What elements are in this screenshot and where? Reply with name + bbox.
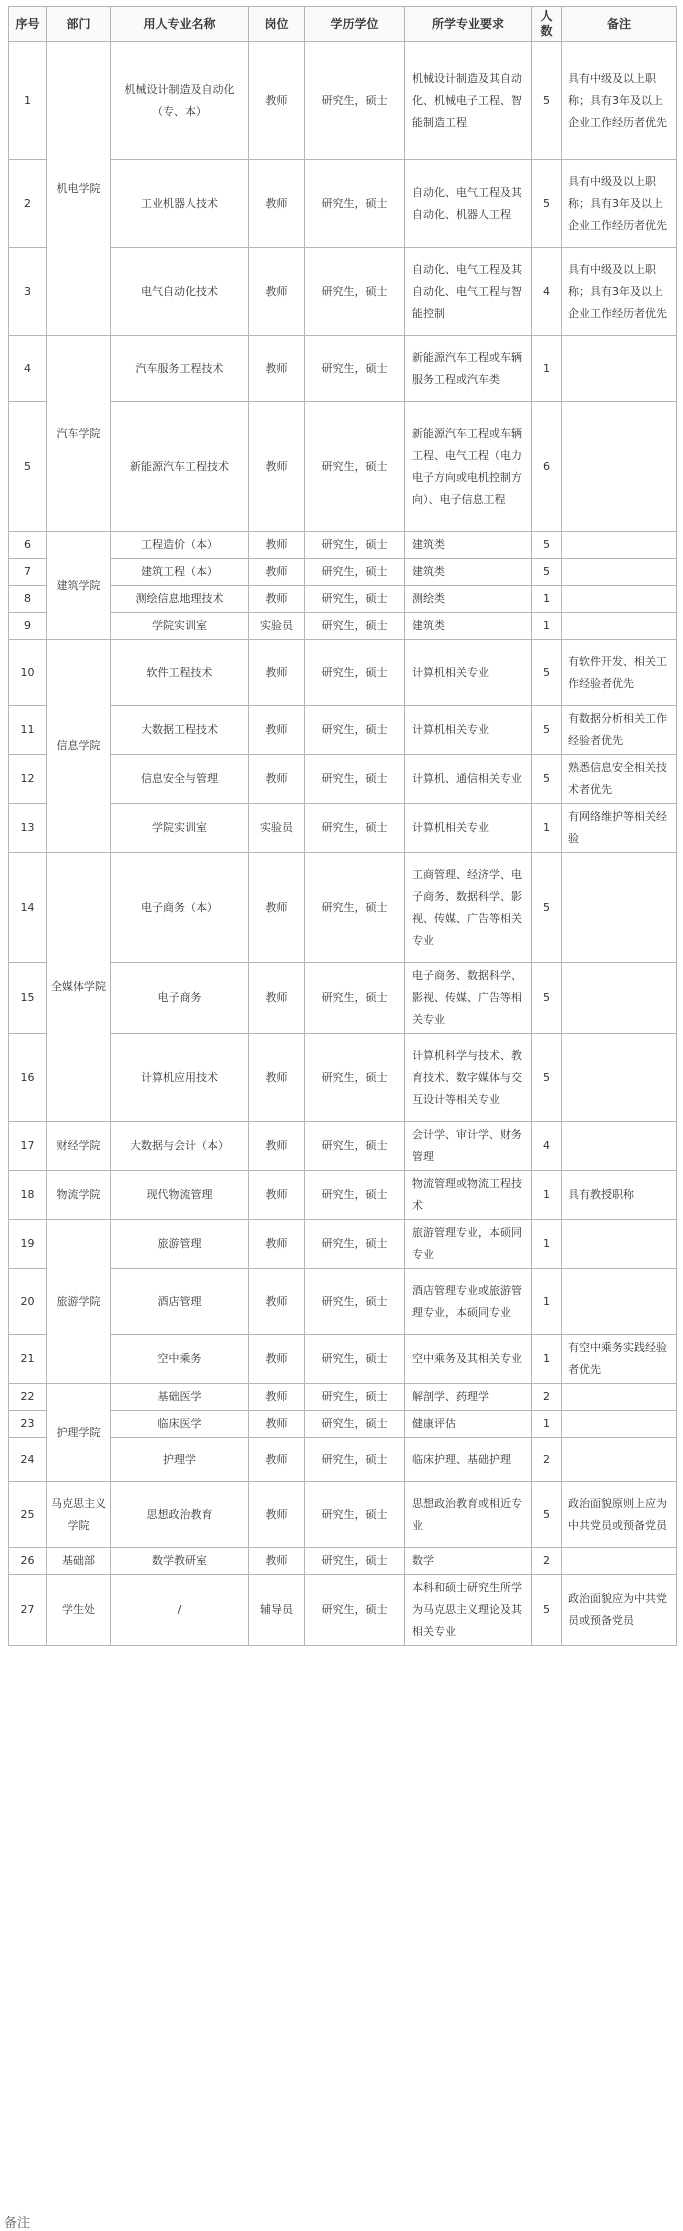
education: 研究生，硕士 bbox=[305, 755, 405, 804]
education: 研究生，硕士 bbox=[305, 1269, 405, 1335]
major-name: 电子商务（本） bbox=[111, 853, 249, 963]
remark: 具有中级及以上职称；具有3年及以上企业工作经历者优先 bbox=[562, 248, 677, 336]
remark bbox=[562, 1411, 677, 1438]
education: 研究生，硕士 bbox=[305, 853, 405, 963]
education: 研究生，硕士 bbox=[305, 586, 405, 613]
post: 教师 bbox=[249, 1034, 305, 1122]
headcount: 1 bbox=[532, 804, 562, 853]
row-no: 20 bbox=[9, 1269, 47, 1335]
post: 教师 bbox=[249, 1384, 305, 1411]
remark bbox=[562, 1269, 677, 1335]
header-department: 部门 bbox=[47, 7, 111, 42]
major-name: 数学教研室 bbox=[111, 1548, 249, 1575]
major-requirement: 计算机相关专业 bbox=[405, 706, 532, 755]
major-requirement: 计算机科学与技术、教育技术、数字媒体与交互设计等相关专业 bbox=[405, 1034, 532, 1122]
post: 教师 bbox=[249, 1548, 305, 1575]
major-requirement: 机械设计制造及其自动化、机械电子工程、智能制造工程 bbox=[405, 42, 532, 160]
education: 研究生，硕士 bbox=[305, 1122, 405, 1171]
major-requirement: 物流管理或物流工程技术 bbox=[405, 1171, 532, 1220]
department-cell: 基础部 bbox=[47, 1548, 111, 1575]
row-no: 6 bbox=[9, 532, 47, 559]
education: 研究生，硕士 bbox=[305, 1171, 405, 1220]
table-row bbox=[9, 42, 677, 160]
post: 实验员 bbox=[249, 613, 305, 640]
headcount: 2 bbox=[532, 1384, 562, 1411]
row-no: 3 bbox=[9, 248, 47, 336]
headcount: 1 bbox=[532, 1269, 562, 1335]
major-name: 测绘信息地理技术 bbox=[111, 586, 249, 613]
headcount: 4 bbox=[532, 248, 562, 336]
row-no: 8 bbox=[9, 586, 47, 613]
post: 教师 bbox=[249, 1411, 305, 1438]
row-no: 15 bbox=[9, 963, 47, 1034]
remark: 政治面貌原则上应为中共党员或预备党员 bbox=[562, 1482, 677, 1548]
major-requirement: 计算机相关专业 bbox=[405, 804, 532, 853]
major-name: 大数据工程技术 bbox=[111, 706, 249, 755]
department-cell: 马克思主义学院 bbox=[47, 1482, 111, 1548]
headcount: 1 bbox=[532, 1171, 562, 1220]
remark bbox=[562, 1034, 677, 1122]
headcount: 1 bbox=[532, 336, 562, 402]
header-post: 岗位 bbox=[249, 7, 305, 42]
major-name: 新能源汽车工程技术 bbox=[111, 402, 249, 532]
row-no: 5 bbox=[9, 402, 47, 532]
post: 教师 bbox=[249, 248, 305, 336]
headcount: 1 bbox=[532, 1411, 562, 1438]
major-requirement: 解剖学、药理学 bbox=[405, 1384, 532, 1411]
major-name: 工业机器人技术 bbox=[111, 160, 249, 248]
education: 研究生，硕士 bbox=[305, 963, 405, 1034]
department-cell: 护理学院 bbox=[47, 1384, 111, 1482]
post: 教师 bbox=[249, 336, 305, 402]
major-requirement: 测绘类 bbox=[405, 586, 532, 613]
remark bbox=[562, 1122, 677, 1171]
post: 教师 bbox=[249, 1482, 305, 1548]
remark bbox=[562, 853, 677, 963]
headcount: 6 bbox=[532, 402, 562, 532]
footer-note: 备注 bbox=[4, 2216, 31, 2231]
department-cell: 旅游学院 bbox=[47, 1220, 111, 1384]
major-requirement: 计算机、通信相关专业 bbox=[405, 755, 532, 804]
headcount: 5 bbox=[532, 1034, 562, 1122]
headcount: 5 bbox=[532, 1482, 562, 1548]
remark bbox=[562, 1548, 677, 1575]
headcount: 5 bbox=[532, 706, 562, 755]
post: 实验员 bbox=[249, 804, 305, 853]
major-requirement: 空中乘务及其相关专业 bbox=[405, 1335, 532, 1384]
major-requirement: 新能源汽车工程或车辆服务工程或汽车类 bbox=[405, 336, 532, 402]
headcount: 5 bbox=[532, 559, 562, 586]
major-name: 电气自动化技术 bbox=[111, 248, 249, 336]
major-requirement: 建筑类 bbox=[405, 613, 532, 640]
major-name: 计算机应用技术 bbox=[111, 1034, 249, 1122]
post: 教师 bbox=[249, 559, 305, 586]
header-no: 序号 bbox=[9, 7, 47, 42]
header-note: 备注 bbox=[562, 7, 677, 42]
department-cell: 学生处 bbox=[47, 1575, 111, 1646]
row-no: 7 bbox=[9, 559, 47, 586]
education: 研究生，硕士 bbox=[305, 613, 405, 640]
major-requirement: 本科和硕士研究生所学为马克思主义理论及其相关专业 bbox=[405, 1575, 532, 1646]
education: 研究生，硕士 bbox=[305, 1384, 405, 1411]
row-no: 21 bbox=[9, 1335, 47, 1384]
remark: 具有中级及以上职称；具有3年及以上企业工作经历者优先 bbox=[562, 42, 677, 160]
post: 教师 bbox=[249, 755, 305, 804]
table-row bbox=[9, 1575, 677, 1646]
education: 研究生，硕士 bbox=[305, 640, 405, 706]
education: 研究生，硕士 bbox=[305, 336, 405, 402]
headcount: 4 bbox=[532, 1122, 562, 1171]
education: 研究生，硕士 bbox=[305, 402, 405, 532]
row-no: 19 bbox=[9, 1220, 47, 1269]
major-name: 建筑工程（本） bbox=[111, 559, 249, 586]
row-no: 13 bbox=[9, 804, 47, 853]
remark bbox=[562, 402, 677, 532]
header-count: 人数 bbox=[532, 7, 562, 42]
row-no: 26 bbox=[9, 1548, 47, 1575]
recruitment-table bbox=[8, 6, 677, 1646]
row-no: 4 bbox=[9, 336, 47, 402]
headcount: 5 bbox=[532, 755, 562, 804]
table-row bbox=[9, 1220, 677, 1269]
row-no: 25 bbox=[9, 1482, 47, 1548]
remark bbox=[562, 613, 677, 640]
remark: 有软件开发、相关工作经验者优先 bbox=[562, 640, 677, 706]
education: 研究生，硕士 bbox=[305, 1438, 405, 1482]
post: 教师 bbox=[249, 640, 305, 706]
remark bbox=[562, 1220, 677, 1269]
education: 研究生，硕士 bbox=[305, 706, 405, 755]
row-no: 23 bbox=[9, 1411, 47, 1438]
row-no: 22 bbox=[9, 1384, 47, 1411]
row-no: 18 bbox=[9, 1171, 47, 1220]
row-no: 17 bbox=[9, 1122, 47, 1171]
education: 研究生，硕士 bbox=[305, 1335, 405, 1384]
headcount: 5 bbox=[532, 42, 562, 160]
major-name: 电子商务 bbox=[111, 963, 249, 1034]
major-name: 软件工程技术 bbox=[111, 640, 249, 706]
major-name: 现代物流管理 bbox=[111, 1171, 249, 1220]
headcount: 1 bbox=[532, 1335, 562, 1384]
major-requirement: 酒店管理专业或旅游管理专业，本硕同专业 bbox=[405, 1269, 532, 1335]
post: 教师 bbox=[249, 1171, 305, 1220]
row-no: 10 bbox=[9, 640, 47, 706]
remark: 具有教授职称 bbox=[562, 1171, 677, 1220]
row-no: 11 bbox=[9, 706, 47, 755]
major-requirement: 建筑类 bbox=[405, 532, 532, 559]
major-name: 思想政治教育 bbox=[111, 1482, 249, 1548]
header-requirement: 所学专业要求 bbox=[405, 7, 532, 42]
major-requirement: 数学 bbox=[405, 1548, 532, 1575]
post: 教师 bbox=[249, 1438, 305, 1482]
headcount: 5 bbox=[532, 160, 562, 248]
post: 教师 bbox=[249, 586, 305, 613]
major-name: 大数据与会计（本） bbox=[111, 1122, 249, 1171]
major-requirement: 旅游管理专业，本硕同专业 bbox=[405, 1220, 532, 1269]
remark: 有网络维护等相关经验 bbox=[562, 804, 677, 853]
remark bbox=[562, 559, 677, 586]
major-requirement: 会计学、审计学、财务管理 bbox=[405, 1122, 532, 1171]
major-requirement: 自动化、电气工程及其自动化、电气工程与智能控制 bbox=[405, 248, 532, 336]
headcount: 5 bbox=[532, 640, 562, 706]
row-no: 14 bbox=[9, 853, 47, 963]
major-name: 机械设计制造及自动化（专、本） bbox=[111, 42, 249, 160]
department-cell: 全媒体学院 bbox=[47, 853, 111, 1122]
education: 研究生，硕士 bbox=[305, 1482, 405, 1548]
post: 教师 bbox=[249, 42, 305, 160]
remark: 有空中乘务实践经验者优先 bbox=[562, 1335, 677, 1384]
post: 教师 bbox=[249, 706, 305, 755]
table-row bbox=[9, 853, 677, 963]
education: 研究生，硕士 bbox=[305, 1034, 405, 1122]
remark: 有数据分析相关工作经验者优先 bbox=[562, 706, 677, 755]
major-name: 学院实训室 bbox=[111, 613, 249, 640]
row-no: 1 bbox=[9, 42, 47, 160]
headcount: 5 bbox=[532, 963, 562, 1034]
major-name: 临床医学 bbox=[111, 1411, 249, 1438]
education: 研究生，硕士 bbox=[305, 1575, 405, 1646]
post: 教师 bbox=[249, 1335, 305, 1384]
remark bbox=[562, 586, 677, 613]
major-name: 基础医学 bbox=[111, 1384, 249, 1411]
table-row bbox=[9, 1384, 677, 1411]
table-row bbox=[9, 1548, 677, 1575]
row-no: 2 bbox=[9, 160, 47, 248]
headcount: 1 bbox=[532, 586, 562, 613]
major-requirement: 计算机相关专业 bbox=[405, 640, 532, 706]
education: 研究生，硕士 bbox=[305, 1548, 405, 1575]
row-no: 24 bbox=[9, 1438, 47, 1482]
education: 研究生，硕士 bbox=[305, 1411, 405, 1438]
row-no: 27 bbox=[9, 1575, 47, 1646]
table-header-row bbox=[9, 7, 677, 42]
education: 研究生，硕士 bbox=[305, 248, 405, 336]
major-requirement: 电子商务、数据科学、影视、传媒、广告等相关专业 bbox=[405, 963, 532, 1034]
department-cell: 物流学院 bbox=[47, 1171, 111, 1220]
post: 教师 bbox=[249, 402, 305, 532]
major-name: 酒店管理 bbox=[111, 1269, 249, 1335]
row-no: 16 bbox=[9, 1034, 47, 1122]
remark bbox=[562, 532, 677, 559]
remark bbox=[562, 336, 677, 402]
major-name: 信息安全与管理 bbox=[111, 755, 249, 804]
major-name: 护理学 bbox=[111, 1438, 249, 1482]
remark bbox=[562, 963, 677, 1034]
major-requirement: 工商管理、经济学、电子商务、数据科学、影视、传媒、广告等相关专业 bbox=[405, 853, 532, 963]
post: 教师 bbox=[249, 1122, 305, 1171]
post: 辅导员 bbox=[249, 1575, 305, 1646]
major-requirement: 健康评估 bbox=[405, 1411, 532, 1438]
education: 研究生，硕士 bbox=[305, 532, 405, 559]
post: 教师 bbox=[249, 1220, 305, 1269]
education: 研究生，硕士 bbox=[305, 559, 405, 586]
major-requirement: 新能源汽车工程或车辆工程、电气工程（电力电子方向或电机控制方向）、电子信息工程 bbox=[405, 402, 532, 532]
post: 教师 bbox=[249, 1269, 305, 1335]
major-name: 学院实训室 bbox=[111, 804, 249, 853]
major-requirement: 自动化、电气工程及其自动化、机器人工程 bbox=[405, 160, 532, 248]
major-requirement: 临床护理、基础护理 bbox=[405, 1438, 532, 1482]
education: 研究生，硕士 bbox=[305, 804, 405, 853]
post: 教师 bbox=[249, 853, 305, 963]
major-name: 工程造价（本） bbox=[111, 532, 249, 559]
education: 研究生，硕士 bbox=[305, 160, 405, 248]
table-row bbox=[9, 1171, 677, 1220]
post: 教师 bbox=[249, 532, 305, 559]
remark bbox=[562, 1384, 677, 1411]
major-name: 空中乘务 bbox=[111, 1335, 249, 1384]
post: 教师 bbox=[249, 160, 305, 248]
header-education: 学历学位 bbox=[305, 7, 405, 42]
major-requirement: 建筑类 bbox=[405, 559, 532, 586]
department-cell: 汽车学院 bbox=[47, 336, 111, 532]
header-major: 用人专业名称 bbox=[111, 7, 249, 42]
education: 研究生，硕士 bbox=[305, 1220, 405, 1269]
department-cell: 信息学院 bbox=[47, 640, 111, 853]
table-row bbox=[9, 1122, 677, 1171]
headcount: 5 bbox=[532, 1575, 562, 1646]
headcount: 1 bbox=[532, 613, 562, 640]
table-body bbox=[9, 42, 677, 1646]
remark: 具有中级及以上职称；具有3年及以上企业工作经历者优先 bbox=[562, 160, 677, 248]
department-cell: 机电学院 bbox=[47, 42, 111, 336]
department-cell: 财经学院 bbox=[47, 1122, 111, 1171]
table-row bbox=[9, 336, 677, 402]
major-requirement: 思想政治教育或相近专业 bbox=[405, 1482, 532, 1548]
department-cell: 建筑学院 bbox=[47, 532, 111, 640]
table-row bbox=[9, 532, 677, 559]
table-row bbox=[9, 640, 677, 706]
education: 研究生，硕士 bbox=[305, 42, 405, 160]
remark bbox=[562, 1438, 677, 1482]
row-no: 9 bbox=[9, 613, 47, 640]
remark: 政治面貌应为中共党员或预备党员 bbox=[562, 1575, 677, 1646]
major-name: 旅游管理 bbox=[111, 1220, 249, 1269]
major-name: 汽车服务工程技术 bbox=[111, 336, 249, 402]
headcount: 5 bbox=[532, 853, 562, 963]
headcount: 1 bbox=[532, 1220, 562, 1269]
headcount: 5 bbox=[532, 532, 562, 559]
post: 教师 bbox=[249, 963, 305, 1034]
row-no: 12 bbox=[9, 755, 47, 804]
remark: 熟悉信息安全相关技术者优先 bbox=[562, 755, 677, 804]
headcount: 2 bbox=[532, 1438, 562, 1482]
table-row bbox=[9, 1482, 677, 1548]
headcount: 2 bbox=[532, 1548, 562, 1575]
major-name: / bbox=[111, 1575, 249, 1646]
